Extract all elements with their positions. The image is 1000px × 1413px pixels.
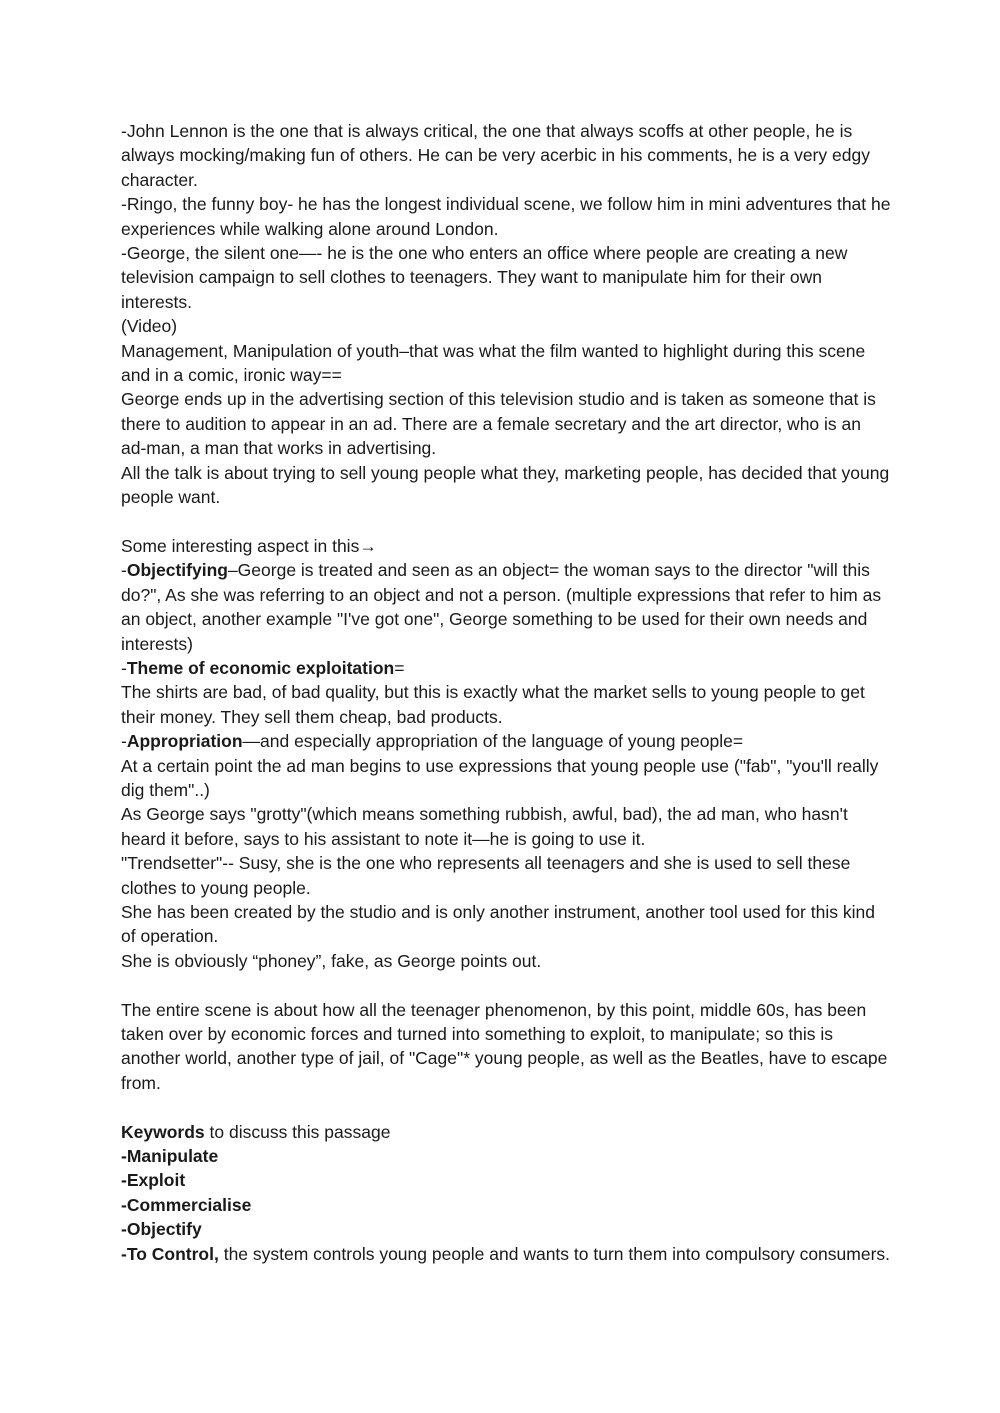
keyword-item [121,1193,891,1217]
appropriation-text: —and especially appropriation of the language of young people= [242,731,744,752]
paragraph-trendsetter: "Trendsetter"-- Susy, she is the one who represents all teenagers and she is used to sell these clothes to young people. [121,853,851,898]
paragraph-studio: She has been created by the studio and is only another instrument, another tool used for this kind of operation. [121,901,875,947]
objectifying-prefix: - [121,560,127,581]
paragraph-management: Management, Manipulation of youth–that was what the film wanted to highlight during this scene and in a comic, ironic way== [121,340,866,386]
keyword-control-term: -To Control, [121,1243,219,1264]
keywords-label: Keywords [121,1121,205,1142]
paragraph-advertising: George ends up in the advertising section of this television studio and is taken as someone that is there to audition to appear in an ad. There are a female secretary and the art director, who is an ad-man, a man that works in advertising. [121,389,876,459]
keywords-intro: to discuss this passage [204,1121,391,1142]
keyword-commercialise: -Commercialise [121,1194,252,1215]
objectifying-term: Objectifying [126,560,228,581]
paragraph-ringo: -Ringo, the funny boy- he has the longest individual scene, we follow him in mini adventures that he experiences while walking alone around London. [121,194,891,239]
paragraph-george: -George, the silent one—- he is the one who enters an office where people are creating a new television campaign to sell clothes to teenagers. They want to manipulate him for their own interests. [121,243,848,312]
exploitation-term: Theme of economic exploitation [126,657,395,678]
appropriation-prefix: - [121,731,127,752]
keyword-manipulate: -Manipulate [121,1146,219,1167]
keyword-control-text: the system controls young people and wants to turn them into compulsory consumers. [218,1243,891,1264]
objectifying-text: –George is treated and seen as an object= the woman says to the director "will this do?", As she was referring to an object and not a person. (multiple expressions that refer to him as an object, another example "I've got one", George something to be used for their own needs and interests) [121,560,882,654]
paragraph-phoney: She is obviously “phoney”, fake, as George points out. [121,950,542,971]
document-page [121,119,891,1266]
spacer [121,1095,891,1119]
paragraph-conclusion: The entire scene is about how all the teenager phenomenon, by this point, middle 60s, has been taken over by economic forces and turned into something to exploit, to manipulate; so this is another world, another type of jail, of "Cage"* young people, as well as the Beatles, have to escape from. [121,999,888,1093]
paragraph-john-lennon: -John Lennon is the one that is always critical, the one that always scoffs at other people, he is always mocking/making fun of others. He can be very acerbic in his comments, he is a very edgy character. [121,121,870,190]
paragraph-video: (Video) [121,316,178,337]
keyword-item [121,1168,891,1192]
paragraph-adman-expressions: At a certain point the ad man begins to use expressions that young people use ("fab", "you'll really dig them"..) [121,755,879,800]
paragraph-exploitation [121,656,891,680]
spacer [121,510,891,534]
keyword-exploit: -Exploit [121,1170,186,1191]
keywords-heading [121,1120,891,1144]
paragraph-objectifying [121,558,891,656]
paragraph-shirts: The shirts are bad, of bad quality, but this is exactly what the market sells to young people to get their money. They sell them cheap, bad products. [121,682,865,727]
keyword-item [121,1144,891,1168]
keyword-control [121,1242,891,1266]
exploitation-prefix: - [121,657,127,678]
aspects-heading: Some interesting aspect in this→ [121,535,377,556]
keyword-item [121,1217,891,1241]
spacer [121,973,891,997]
keyword-objectify: -Objectify [121,1219,202,1240]
paragraph-grotty: As George says "grotty"(which means something rubbish, awful, bad), the ad man, who hasn't heard it before, says to his assistant to note it—he is going to use it. [121,804,848,849]
paragraph-talk: All the talk is about trying to sell young people what they, marketing people, has decided that young people want. [121,462,890,508]
appropriation-term: Appropriation [126,731,243,752]
paragraph-appropriation [121,729,891,753]
exploitation-text: = [394,657,405,678]
